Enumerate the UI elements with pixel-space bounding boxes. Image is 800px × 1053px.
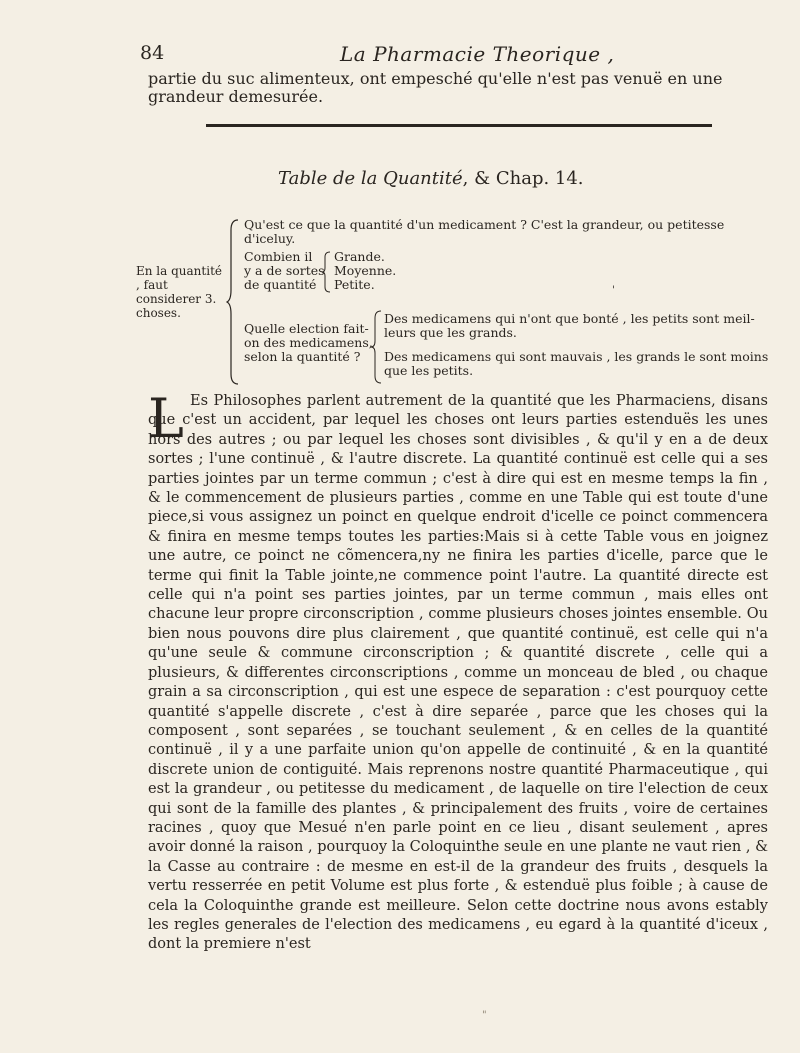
quantity-option-grande: Grande.	[334, 249, 385, 264]
table-item-2-intro-3: de quantité	[244, 277, 317, 292]
drop-cap: L	[148, 387, 184, 450]
footer-mark: "	[482, 1010, 487, 1021]
running-header	[140, 42, 780, 68]
stray-mark: '	[612, 285, 615, 296]
table-item-3a-line-1: Des medicamens qui n'ont que bonté , les petits sont meil-	[384, 311, 755, 326]
table-item-3-intro-3: selon la quantité ?	[244, 349, 361, 364]
table-item-2-intro-1: Combien il	[244, 249, 313, 264]
body-text	[148, 387, 768, 955]
table-item-3a-line-2: leurs que les grands.	[384, 325, 517, 340]
carryover-paragraph: partie du suc alimenteux, ont empesché qu'elle n'est pas venuë en une grandeur demesurée.	[148, 69, 723, 106]
main-brace-icon	[226, 218, 240, 386]
page-number: 84	[140, 42, 165, 64]
section-title-italic: Table de la Quantité	[278, 168, 463, 189]
quantity-option-moyenne: Moyenne.	[334, 263, 397, 278]
small-brace-icon	[321, 251, 331, 293]
horizontal-rule	[206, 124, 712, 127]
table-item-2-intro-2: y a de sortes	[244, 263, 325, 278]
table-item-3-intro-1: Quelle election fait-	[244, 321, 369, 336]
table-item-3b-line-2: que les petits.	[384, 363, 474, 378]
table-side-label: En la quantité , faut considerer 3. choses.	[136, 264, 222, 320]
small-brace-icon	[370, 310, 382, 384]
table-item-3-intro-2: on des medicamens,	[244, 335, 373, 350]
table-item-1-line-1: Qu'est ce que la quantité d'un medicament ? C'est la grandeur, ou petitesse	[244, 217, 725, 232]
body-paragraph: Es Philosophes parlent autrement de la quantité que les Pharmaciens, disans que c'est un accident, par lequel les choses ont leurs parties estenduës les unes hors des autres ; ou par lequel les choses sont divisibles , & qu'il y en a de deux sortes ; l'une continuë , & l'autre discrete. La quantité continuë est celle qui a ses parties jointes par un terme commun ; c'est à dire qui est en mesme temps la fin , & le commencement de plusieurs parties , comme en une Table qui est toute d'une piece,si vous assignez un poinct en quelque endroit d'icelle ce poinct commencera & finira en mesme temps toutes les parties:Mais si à cette Table vous en joignez une autre, ce poinct ne cõmencera,ny ne finira les parties d'icelle, parce que le terme qui finit la Table jointe,ne commence point l'autre. La quantité directe est celle qui n'a point ses parties jointes, par un terme commun , mais elles ont chacune leur propre circonscription , comme plusieurs choses jointes ensemble. Ou bien nous pouvons dire plus clairement , que quantité continuë, est celle qui n'a qu'une seule & commune circonscription ; & quantité discrete , celle qui a plusieurs, & differentes circonscriptions , comme un monceau de bled , ou chaque grain a sa circonscription , qui est une espece de separation : c'est pourquoy cette quantité s'appelle discrete , c'est à dire separée , parce que les choses qui la composent , sont separées , se touchant seulement , & en celles de la quantité continuë , il y a une parfaite union qu'on appelle de continuité , & en la quantité discrete union de contiguité. Mais reprenons nostre quantité Pharmaceutique , qui est la grandeur , ou petitesse du medicament , de laquelle on tire l'election de ceux qui sont de la famille des plantes , & principalement des fruits , voire de certaines racines , quoy que Mesué n'en parle point en ce lieu , disant seulement , apres avoir donné la raison , pourquoy la Coloquinthe seule en une plante ne vaut rien , & la Casse au contraire : de mesme en est-il de la grandeur des fruits , desquels la vertu resserrée en petit Volume est plus forte , & estenduë plus foible ; à cause de cela la Coloquinthe grande est meilleure. Selon cette doctrine nous avons estably les regles generales de l'election des medicamens , eu egard à la quantité d'iceux , dont la premiere n'est	[148, 393, 768, 953]
quantity-option-petite: Petite.	[334, 277, 375, 292]
section-title	[278, 168, 584, 189]
table-item-3b-line-1: Des medicamens qui sont mauvais , les grands le sont moins	[384, 349, 769, 364]
section-title-rest: , & Chap. 14.	[462, 168, 584, 189]
running-title: La Pharmacie Theorique ,	[340, 42, 615, 66]
table-item-1-line-2: d'iceluy.	[244, 231, 296, 246]
